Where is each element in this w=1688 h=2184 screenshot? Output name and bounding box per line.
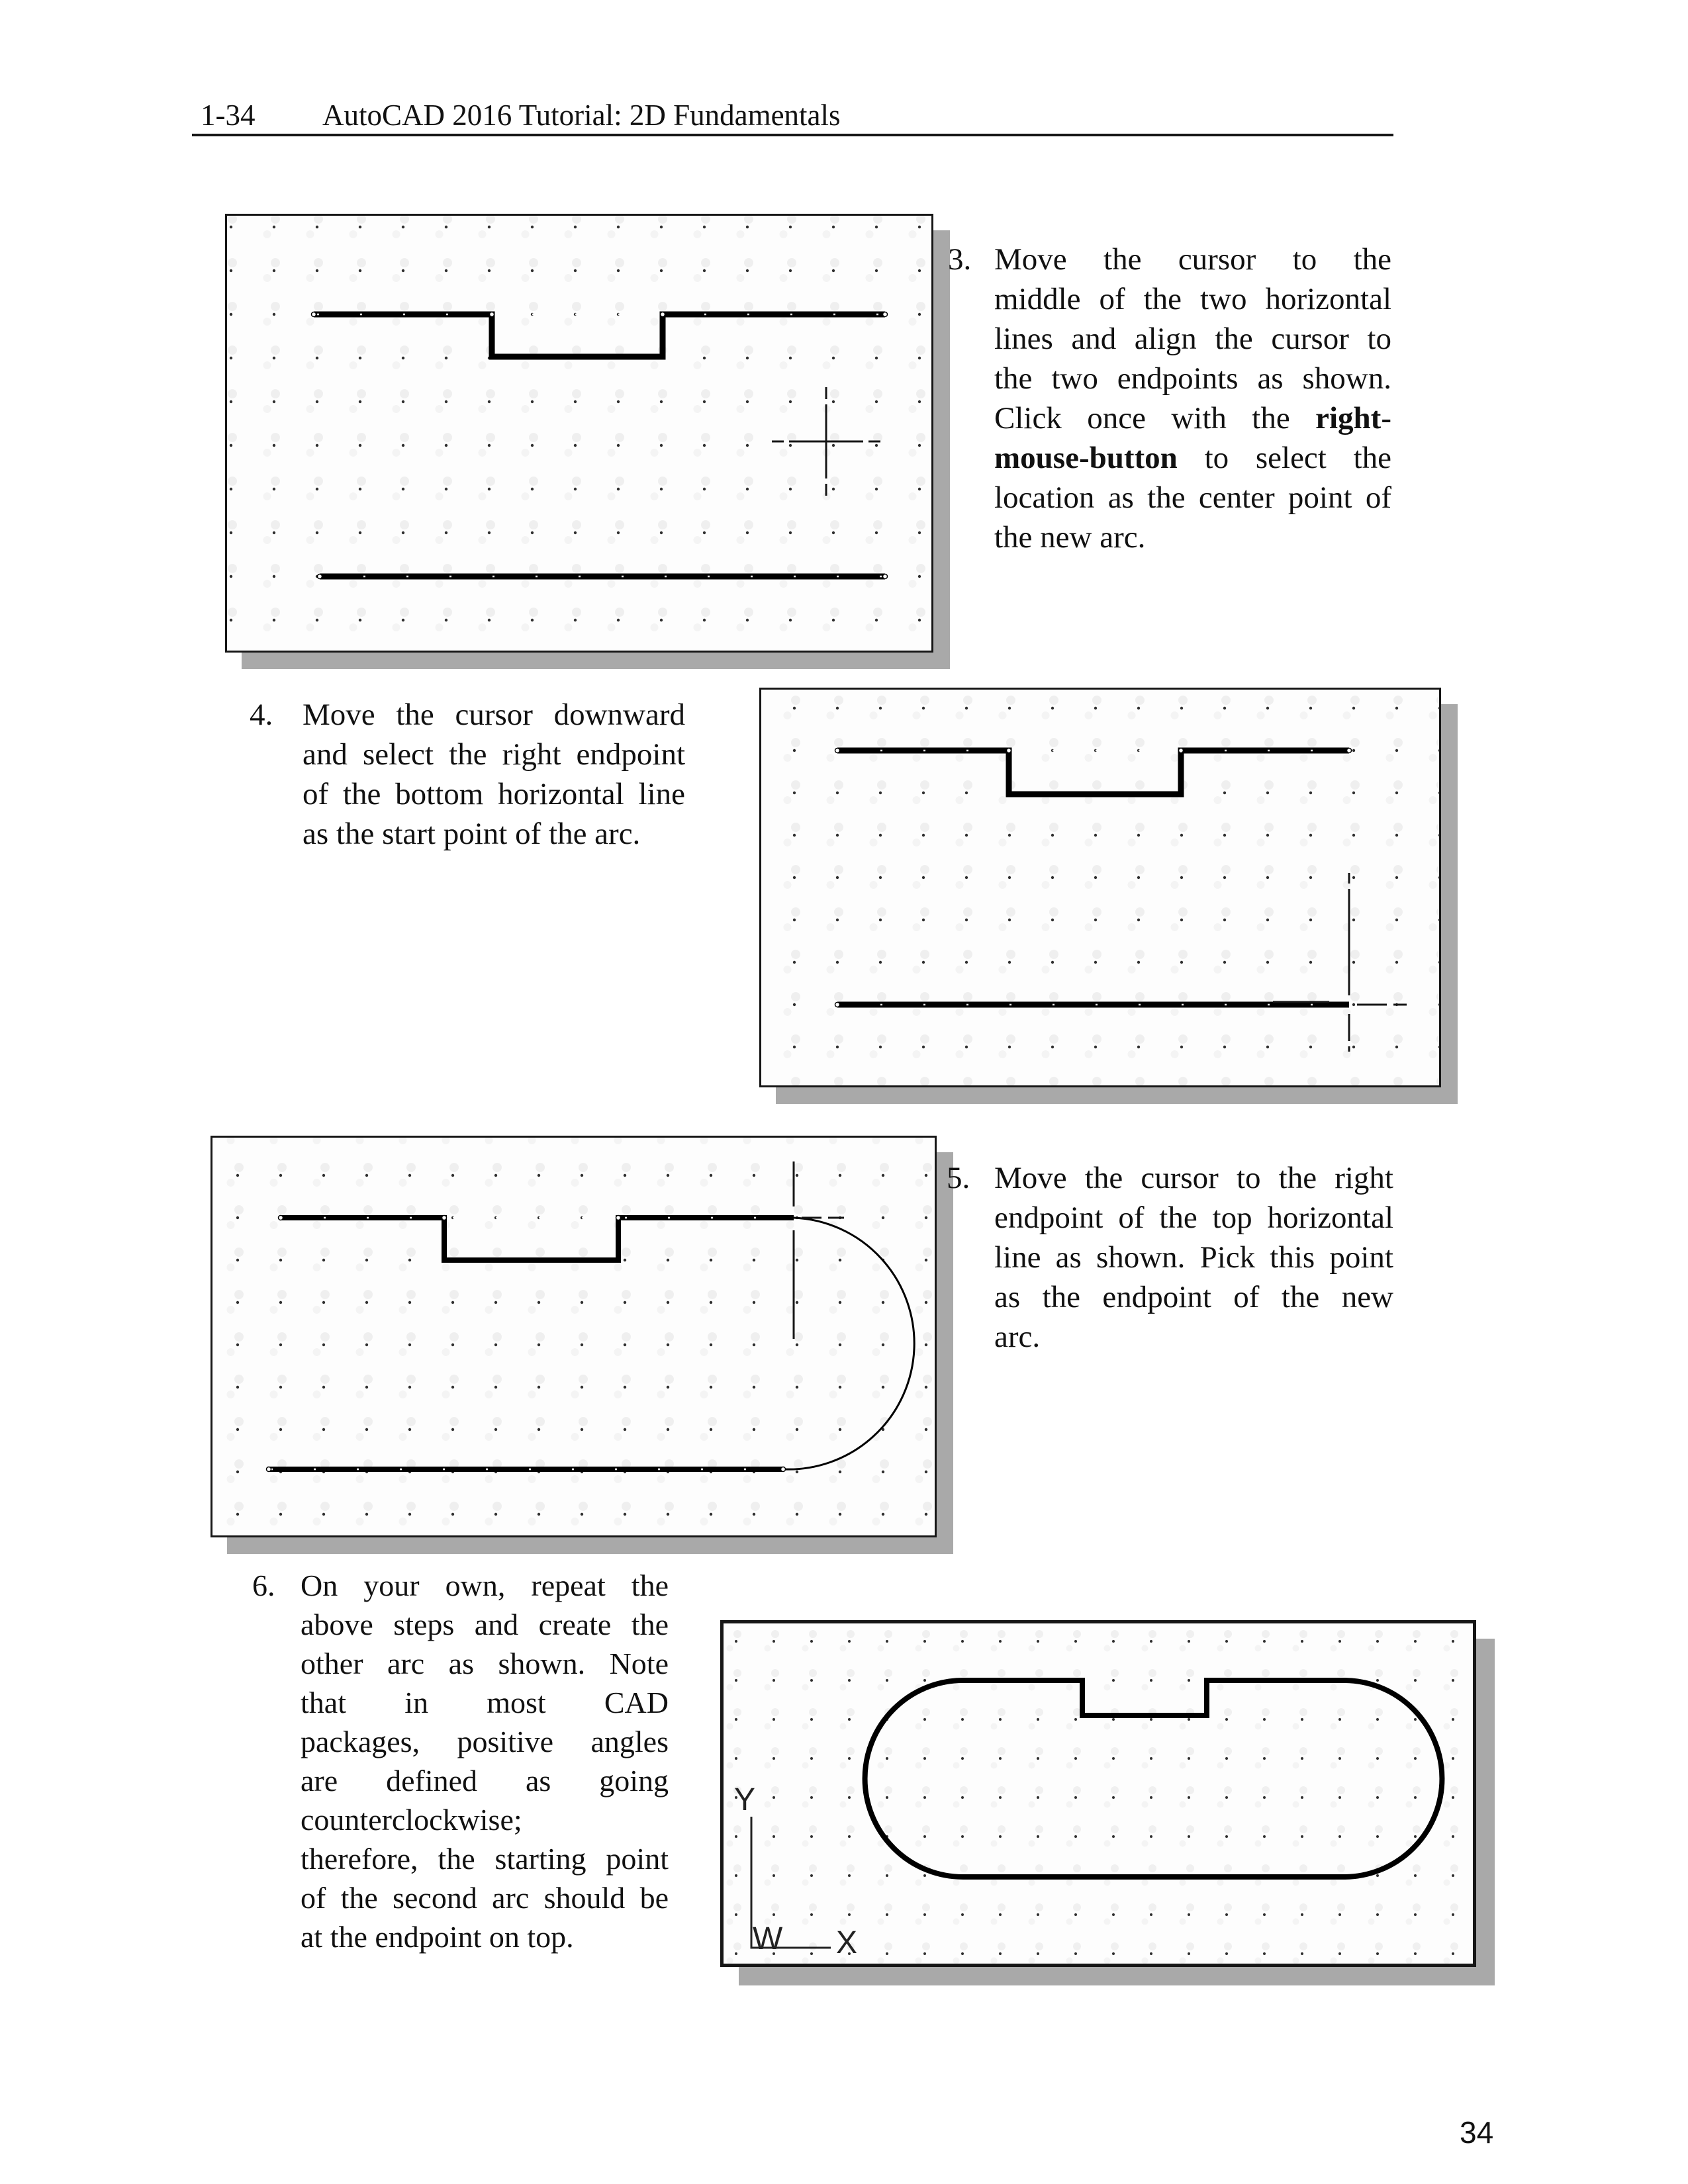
- step-text-line: and select the right endpoint: [303, 737, 685, 772]
- page-number: 34: [1460, 2115, 1494, 2150]
- step-4: [250, 695, 685, 854]
- step-6: [252, 1566, 669, 1956]
- step-text-line: that in most CAD: [301, 1686, 669, 1719]
- step-text-line: middle of the two horizontal: [994, 282, 1391, 316]
- step-number: 4.: [250, 698, 273, 732]
- step-text-line: the new arc.: [994, 520, 1146, 555]
- step-text-line: the two endpoints as shown.: [994, 361, 1391, 396]
- cad-canvas: [724, 1623, 1473, 1964]
- grid-dots: [724, 1623, 1473, 1964]
- step-text-line: packages, positive angles: [301, 1725, 669, 1758]
- step-text-line: of the second arc should be: [301, 1881, 669, 1915]
- step-text-line: therefore, the starting point: [301, 1842, 669, 1876]
- step-text-line: of the bottom horizontal line: [303, 777, 685, 811]
- cad-figure-start-point-pick: [759, 688, 1441, 1087]
- step-text-line: are defined as going: [301, 1764, 669, 1797]
- step-text-line: Click once with the right-: [994, 401, 1391, 435]
- step-5: [947, 1158, 1393, 1357]
- step-text-line: location as the center point of: [994, 480, 1391, 515]
- header-page-label: 1-34: [201, 99, 256, 132]
- step-number: 3.: [948, 242, 972, 277]
- ucs-x-label: X: [836, 1925, 858, 1960]
- step-text-line: endpoint of the top horizontal: [994, 1201, 1393, 1235]
- step-text-line: as the start point of the arc.: [303, 817, 641, 851]
- step-text-line: On your own, repeat the: [301, 1569, 669, 1602]
- cad-canvas: [212, 1138, 935, 1535]
- step-text-line: lines and align the cursor to: [994, 322, 1391, 356]
- step-3: [948, 240, 1391, 557]
- cad-canvas: [761, 690, 1439, 1085]
- ucs-y-label: Y: [734, 1782, 756, 1817]
- step-text-line: Move the cursor downward: [303, 698, 685, 732]
- step-text-line: mouse-button to select the: [994, 441, 1391, 475]
- step-text-line: counterclockwise;: [301, 1803, 522, 1837]
- cad-figure-arc-endpoint-pick: [211, 1136, 937, 1537]
- header-title: AutoCAD 2016 Tutorial: 2D Fundamentals: [322, 99, 841, 132]
- step-text-line: Move the cursor to the right: [994, 1161, 1393, 1195]
- step-text-line: arc.: [994, 1320, 1041, 1354]
- step-text: [303, 695, 685, 854]
- step-text-line: line as shown. Pick this point: [994, 1240, 1393, 1275]
- cad-figure-center-pick: [225, 214, 933, 653]
- step-number: 6.: [252, 1569, 275, 1602]
- header-rule: [192, 134, 1393, 136]
- step-text: [994, 1158, 1393, 1357]
- step-text: [994, 240, 1391, 557]
- cad-figure-finished-profile: [720, 1620, 1476, 1967]
- step-text-line: Move the cursor to the: [994, 242, 1391, 277]
- step-text-line: as the endpoint of the new: [994, 1280, 1393, 1314]
- ucs-w-label: W: [753, 1921, 783, 1956]
- step-text: [301, 1566, 669, 1956]
- step-text-line: other arc as shown. Note: [301, 1647, 669, 1680]
- step-text-line: at the endpoint on top.: [301, 1920, 574, 1954]
- step-number: 5.: [947, 1161, 970, 1195]
- grid-dots: [212, 1138, 935, 1535]
- step-text-line: above steps and create the: [301, 1608, 669, 1641]
- cad-canvas: [227, 216, 931, 651]
